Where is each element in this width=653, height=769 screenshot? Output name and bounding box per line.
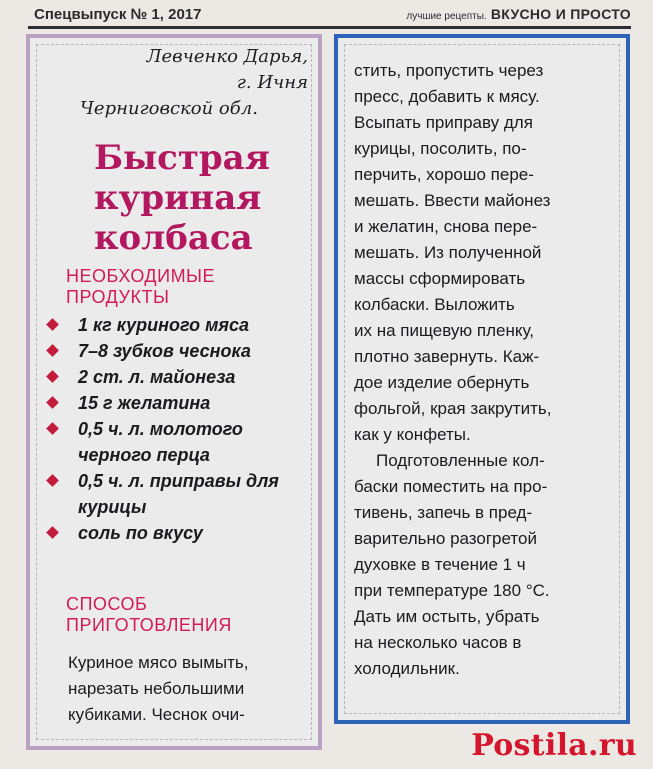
- author-region: Черниговской обл.: [80, 98, 258, 119]
- title-line: куриная: [94, 178, 262, 218]
- method-line: баски поместить на про-: [354, 477, 548, 496]
- brand-label: [406, 6, 631, 22]
- method-heading-line: ПРИГОТОВЛЕНИЯ: [66, 615, 232, 635]
- method-heading-line: СПОСОБ: [66, 594, 148, 614]
- method-line: варительно разогретой: [354, 529, 537, 548]
- method-line: колбаски. Выложить: [354, 295, 515, 314]
- method-line: пресс, добавить к мясу.: [354, 87, 540, 106]
- ingredient-text: 0,5 ч. л. молотого черного перца: [78, 419, 243, 465]
- method-line: духовке в течение 1 ч: [354, 555, 526, 574]
- ingredient-item: [44, 390, 314, 416]
- ingredient-text: 1 кг куриного мяса: [78, 315, 250, 335]
- method-line: как у конфеты.: [354, 425, 471, 444]
- author-block: [58, 44, 308, 122]
- method-line: Всыпать приправу для: [354, 113, 533, 132]
- diamond-bullet-icon: [46, 526, 59, 539]
- ingredient-item: [44, 338, 314, 364]
- title-line: колбаса: [94, 218, 253, 258]
- ingredient-text: 7–8 зубков чеснока: [78, 341, 251, 361]
- ingredient-text: 15 г желатина: [78, 393, 211, 413]
- diamond-bullet-icon: [46, 370, 59, 383]
- method-text-left: [68, 650, 318, 728]
- method-line: фольгой, края закрутить,: [354, 399, 552, 418]
- recipe-title: [94, 138, 314, 258]
- header-rule: [28, 26, 631, 29]
- method-line: кубиками. Чеснок очи-: [68, 705, 245, 724]
- ingredient-text: соль по вкусу: [78, 523, 203, 543]
- method-line: на несколько часов в: [354, 633, 522, 652]
- ingredients-heading-line: ПРОДУКТЫ: [66, 287, 170, 307]
- ingredient-item: [44, 520, 314, 546]
- method-line: массы сформировать: [354, 269, 526, 288]
- method-line: нарезать небольшими: [68, 679, 245, 698]
- diamond-bullet-icon: [46, 474, 59, 487]
- method-line: тивень, запечь в пред-: [354, 503, 533, 522]
- method-line: стить, пропустить через: [354, 61, 544, 80]
- method-line: мешать. Из полученной: [354, 243, 542, 262]
- method-line: Подготовленные кол-: [376, 451, 545, 470]
- method-line: дое изделие обернуть: [354, 373, 530, 392]
- issue-label: Спецвыпуск № 1, 2017: [34, 6, 202, 23]
- method-line: и желатин, снова пере-: [354, 217, 538, 236]
- method-line: их на пищевую пленку,: [354, 321, 534, 340]
- method-heading: [66, 594, 232, 636]
- page-header: [0, 0, 653, 30]
- ingredients-list: [44, 312, 314, 546]
- diamond-bullet-icon: [46, 344, 59, 357]
- right-column: [334, 34, 630, 724]
- brand-small-label: лучшие рецепты.: [406, 11, 487, 22]
- title-line: Быстрая: [94, 138, 270, 178]
- ingredient-item: [44, 468, 314, 520]
- ingredients-heading: [66, 266, 215, 308]
- diamond-bullet-icon: [46, 396, 59, 409]
- author-name: Левченко Дарья,: [146, 46, 308, 67]
- ingredient-text: 0,5 ч. л. приправы для курицы: [78, 471, 279, 517]
- diamond-bullet-icon: [46, 318, 59, 331]
- ingredient-text: 2 ст. л. майонеза: [78, 367, 236, 387]
- method-line: мешать. Ввести майонез: [354, 191, 551, 210]
- ingredients-heading-line: НЕОБХОДИМЫЕ: [66, 266, 215, 286]
- left-column: [26, 34, 322, 750]
- ingredient-item: [44, 364, 314, 390]
- method-line: при температуре 180 °С.: [354, 581, 550, 600]
- method-line: Куриное мясо вымыть,: [68, 653, 249, 672]
- ingredient-item: [44, 416, 314, 468]
- ingredient-item: [44, 312, 314, 338]
- method-line: курицы, посолить, по-: [354, 139, 527, 158]
- method-text-right: [354, 58, 612, 682]
- method-line: перчить, хорошо пере-: [354, 165, 534, 184]
- method-line: плотно завернуть. Каж-: [354, 347, 540, 366]
- method-line: Дать им остыть, убрать: [354, 607, 540, 626]
- postila-watermark: Postila.ru: [471, 728, 637, 763]
- diamond-bullet-icon: [46, 422, 59, 435]
- brand-main-label: ВКУСНО И ПРОСТО: [490, 6, 631, 22]
- author-town: г. Ичня: [236, 72, 308, 93]
- method-line: холодильник.: [354, 659, 460, 678]
